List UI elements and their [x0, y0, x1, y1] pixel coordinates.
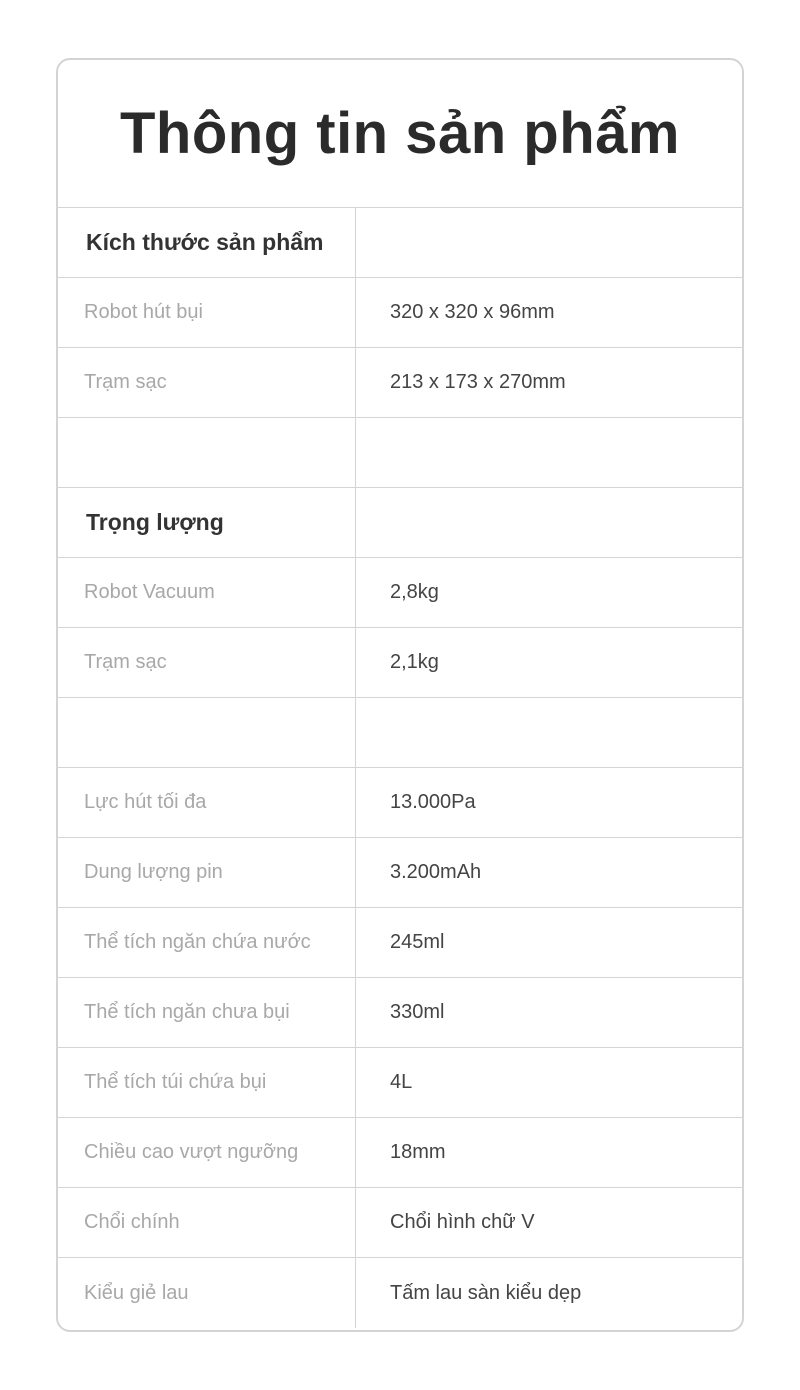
row-value — [356, 488, 742, 557]
table-row — [58, 278, 742, 348]
row-value: 4L — [390, 1071, 413, 1093]
row-label: Chổi chính — [58, 1188, 356, 1257]
row-label: Dung lượng pin — [58, 838, 356, 907]
spec-card — [56, 58, 744, 1332]
row-label: Thể tích túi chứa bụi — [58, 1048, 356, 1117]
row-value: 245ml — [390, 931, 445, 953]
row-value: 330ml — [390, 1001, 445, 1023]
spec-table — [58, 208, 742, 1328]
table-row — [58, 348, 742, 418]
table-row — [58, 1188, 742, 1258]
row-label — [58, 698, 356, 767]
table-row — [58, 1118, 742, 1188]
table-row — [58, 838, 742, 908]
table-row — [58, 1048, 742, 1118]
row-label: Robot hút bụi — [58, 278, 356, 347]
table-row — [58, 1258, 742, 1328]
page-title: Thông tin sản phẩm — [120, 101, 680, 166]
row-label: Chiều cao vượt ngưỡng — [58, 1118, 356, 1187]
row-label: Trạm sạc — [58, 348, 356, 417]
title-area — [58, 60, 742, 208]
row-label: Lực hút tối đa — [58, 768, 356, 837]
row-value: 3.200mAh — [390, 861, 482, 883]
row-value — [356, 418, 742, 487]
table-row — [58, 628, 742, 698]
row-label: Robot Vacuum — [58, 558, 356, 627]
table-row — [58, 488, 742, 558]
row-value: 213 x 173 x 270mm — [390, 371, 566, 393]
row-label — [58, 418, 356, 487]
row-label: Thể tích ngăn chứa nước — [58, 908, 356, 977]
row-value: 18mm — [390, 1141, 446, 1163]
table-row — [58, 558, 742, 628]
row-label: Trạm sạc — [58, 628, 356, 697]
section-heading-weight: Trọng lượng — [58, 488, 356, 557]
table-row — [58, 978, 742, 1048]
row-label: Thể tích ngăn chưa bụi — [58, 978, 356, 1047]
row-value: 13.000Pa — [390, 791, 476, 813]
table-row-blank — [58, 698, 742, 768]
table-row-blank — [58, 418, 742, 488]
row-value — [356, 698, 742, 767]
row-value: 320 x 320 x 96mm — [390, 301, 555, 323]
table-row — [58, 768, 742, 838]
section-heading-dimensions: Kích thước sản phẩm — [58, 208, 356, 277]
row-value: Chổi hình chữ V — [390, 1211, 535, 1233]
row-label: Kiểu giẻ lau — [58, 1258, 356, 1328]
row-value: 2,1kg — [390, 651, 439, 673]
table-row — [58, 208, 742, 278]
row-value: 2,8kg — [390, 581, 439, 603]
row-value: Tấm lau sàn kiểu dẹp — [390, 1281, 582, 1304]
table-row — [58, 908, 742, 978]
row-value — [356, 208, 742, 277]
